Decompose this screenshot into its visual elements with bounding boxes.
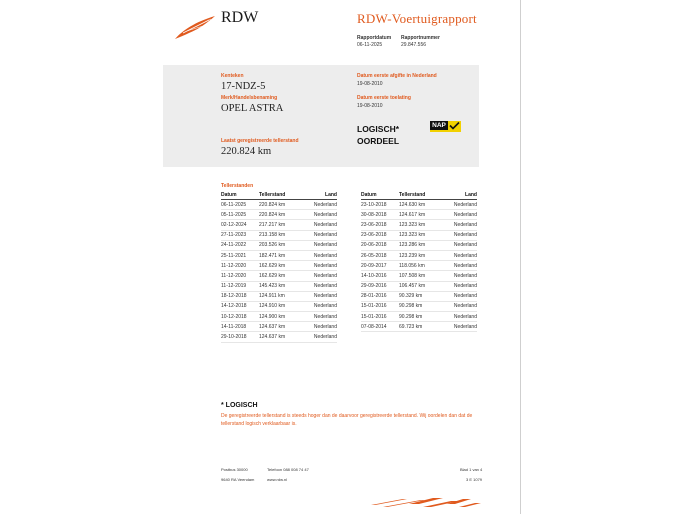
table-row — [361, 220, 477, 230]
table-row — [221, 332, 337, 342]
cell-date: 23-10-2018 — [361, 200, 399, 210]
cell-date: 28-01-2016 — [361, 291, 399, 301]
table-row — [361, 250, 477, 260]
cell-date: 29-09-2016 — [361, 281, 399, 291]
cell-country: Nederland — [441, 250, 477, 260]
table-row — [361, 261, 477, 271]
cell-country: Nederland — [441, 240, 477, 250]
cell-reading: 220.824 km — [259, 200, 301, 210]
cell-country: Nederland — [301, 291, 337, 301]
cell-date: 07-08-2014 — [361, 322, 399, 332]
cell-date: 23-06-2018 — [361, 230, 399, 240]
cell-date: 26-05-2018 — [361, 250, 399, 260]
cell-date: 06-11-2025 — [221, 200, 259, 210]
cell-country: Nederland — [301, 312, 337, 322]
footer-web[interactable]: www.rdw.nl — [267, 477, 288, 482]
table-row — [221, 322, 337, 332]
cell-country: Nederland — [441, 281, 477, 291]
cell-reading: 182.471 km — [259, 250, 301, 260]
nap-label: NAP — [430, 121, 448, 130]
table-row — [361, 301, 477, 311]
report-date-value: 06-11-2025 — [357, 42, 383, 48]
table-row — [361, 230, 477, 240]
cell-country: Nederland — [301, 301, 337, 311]
cell-reading: 107.508 km — [399, 271, 441, 281]
col-header-country: Land — [301, 191, 337, 200]
report-title: RDW-Voertuigrapport — [357, 11, 477, 26]
col-header-country: Land — [441, 191, 477, 200]
first-nl-label: Datum eerste afgifte in Nederland — [357, 73, 437, 79]
col-header-reading: Tellerstand — [399, 191, 441, 200]
cell-country: Nederland — [301, 230, 337, 240]
check-icon — [448, 121, 461, 130]
cell-date: 11-12-2019 — [221, 281, 259, 291]
cell-country: Nederland — [301, 250, 337, 260]
cell-reading: 123.239 km — [399, 250, 441, 260]
cell-date: 15-01-2016 — [361, 301, 399, 311]
cell-date: 02-12-2024 — [221, 220, 259, 230]
cell-country: Nederland — [441, 291, 477, 301]
table-row — [221, 240, 337, 250]
table-row — [361, 312, 477, 322]
cell-date: 30-08-2018 — [361, 210, 399, 220]
report-number-label: Rapportnummer — [401, 35, 440, 41]
verdict-line-2: OORDEEL — [357, 136, 400, 146]
make-label: Merk/Handelsbenaming — [221, 95, 278, 101]
cell-country: Nederland — [301, 332, 337, 342]
cell-reading: 90.329 km — [399, 291, 441, 301]
cell-date: 15-01-2016 — [361, 312, 399, 322]
report-number-value: 29.847.556 — [401, 42, 427, 48]
table-row — [221, 200, 337, 210]
table-row — [221, 271, 337, 281]
table-row — [221, 261, 337, 271]
nap-badge — [430, 121, 461, 132]
table-row — [221, 230, 337, 240]
cell-date: 14-12-2018 — [221, 301, 259, 311]
cell-reading: 123.323 km — [399, 230, 441, 240]
cell-date: 25-11-2021 — [221, 250, 259, 260]
cell-reading: 145.423 km — [259, 281, 301, 291]
table-row — [221, 291, 337, 301]
first-admit-value: 19-08-2010 — [357, 103, 383, 109]
cell-reading: 213.158 km — [259, 230, 301, 240]
nap-underline — [430, 130, 461, 132]
table-row — [361, 281, 477, 291]
cell-reading: 203.526 km — [259, 240, 301, 250]
plate-label: Kenteken — [221, 73, 244, 79]
cell-date: 11-12-2020 — [221, 271, 259, 281]
cell-date: 14-11-2018 — [221, 322, 259, 332]
table-row — [361, 210, 477, 220]
table-row — [221, 210, 337, 220]
cell-country: Nederland — [301, 271, 337, 281]
cell-country: Nederland — [301, 200, 337, 210]
footer-phone: Telefoon 088 008 74 47 — [267, 467, 309, 472]
cell-country: Nederland — [441, 200, 477, 210]
first-nl-value: 19-08-2010 — [357, 81, 383, 87]
cell-reading: 90.298 km — [399, 301, 441, 311]
cell-country: Nederland — [301, 281, 337, 291]
cell-country: Nederland — [301, 322, 337, 332]
cell-country: Nederland — [301, 220, 337, 230]
cell-reading: 106.457 km — [399, 281, 441, 291]
rdw-logo-icon — [173, 14, 217, 40]
odometer-value: 220.824 km — [221, 146, 272, 157]
cell-country: Nederland — [301, 261, 337, 271]
cell-country: Nederland — [301, 240, 337, 250]
cell-reading: 124.900 km — [259, 312, 301, 322]
table-row — [361, 200, 477, 210]
cell-date: 23-06-2018 — [361, 220, 399, 230]
odometer-section-title: Tellerstanden — [221, 183, 254, 189]
cell-country: Nederland — [441, 271, 477, 281]
note-text: De geregistreerde tellerstand is steeds hoger dan de daarvoor geregistreerde tellerstand. Wij oordelen dan dat de tellerstand logisch verklaarbaar is. — [221, 413, 473, 427]
table-row — [361, 322, 477, 332]
table-row — [221, 281, 337, 291]
cell-reading: 124.637 km — [259, 332, 301, 342]
cell-date: 14-10-2016 — [361, 271, 399, 281]
cell-date: 20-09-2017 — [361, 261, 399, 271]
cell-date: 20-06-2018 — [361, 240, 399, 250]
cell-date: 24-11-2022 — [221, 240, 259, 250]
cell-country: Nederland — [441, 322, 477, 332]
cell-reading: 162.629 km — [259, 261, 301, 271]
cell-reading: 217.217 km — [259, 220, 301, 230]
odometer-label: Laatst geregistreerde tellerstand — [221, 138, 299, 144]
footer-address: 9640 RA Veendam — [221, 477, 255, 482]
verdict-line-1: LOGISCH* — [357, 124, 400, 134]
table-row — [221, 220, 337, 230]
cell-reading: 118.056 km — [399, 261, 441, 271]
odometer-table-right — [361, 191, 477, 332]
make-value: OPEL ASTRA — [221, 103, 284, 114]
cell-reading: 123.323 km — [399, 220, 441, 230]
cell-country: Nederland — [441, 220, 477, 230]
cell-country: Nederland — [441, 261, 477, 271]
first-admit-label: Datum eerste toelating — [357, 95, 411, 101]
cell-reading: 124.911 km — [259, 291, 301, 301]
brand-name: RDW — [221, 9, 259, 26]
cell-reading: 123.286 km — [399, 240, 441, 250]
table-row — [361, 240, 477, 250]
table-row — [361, 291, 477, 301]
footer-code: 3 E 1079 — [466, 477, 483, 482]
cell-reading: 220.824 km — [259, 210, 301, 220]
cell-date: 10-12-2018 — [221, 312, 259, 322]
odometer-table-left — [221, 191, 337, 343]
table-row — [221, 301, 337, 311]
cell-country: Nederland — [441, 301, 477, 311]
plate-value: 17-NDZ-5 — [221, 81, 266, 92]
cell-reading: 124.630 km — [399, 200, 441, 210]
cell-date: 29-10-2018 — [221, 332, 259, 342]
cell-reading: 124.910 km — [259, 301, 301, 311]
table-row — [221, 250, 337, 260]
cell-reading: 162.629 km — [259, 271, 301, 281]
footer-postbus: Postbus 30000 — [221, 467, 248, 472]
col-header-date: Datum — [361, 191, 399, 200]
rdw-stripes-icon — [363, 496, 483, 508]
cell-date: 18-12-2018 — [221, 291, 259, 301]
cell-country: Nederland — [301, 210, 337, 220]
col-header-reading: Tellerstand — [259, 191, 301, 200]
vehicle-summary-panel — [163, 65, 479, 167]
cell-date: 05-11-2025 — [221, 210, 259, 220]
cell-reading: 124.617 km — [399, 210, 441, 220]
table-row — [221, 312, 337, 322]
cell-country: Nederland — [441, 210, 477, 220]
table-row — [361, 271, 477, 281]
col-header-date: Datum — [221, 191, 259, 200]
cell-reading: 90.298 km — [399, 312, 441, 322]
report-date-label: Rapportdatum — [357, 35, 392, 41]
note-title: * LOGISCH — [221, 402, 258, 409]
cell-date: 27-11-2023 — [221, 230, 259, 240]
cell-country: Nederland — [441, 312, 477, 322]
footer-page: Blad 1 van 4 — [460, 467, 483, 472]
cell-reading: 124.637 km — [259, 322, 301, 332]
report-page — [163, 0, 521, 514]
cell-country: Nederland — [441, 230, 477, 240]
cell-date: 11-12-2020 — [221, 261, 259, 271]
cell-reading: 69.723 km — [399, 322, 441, 332]
